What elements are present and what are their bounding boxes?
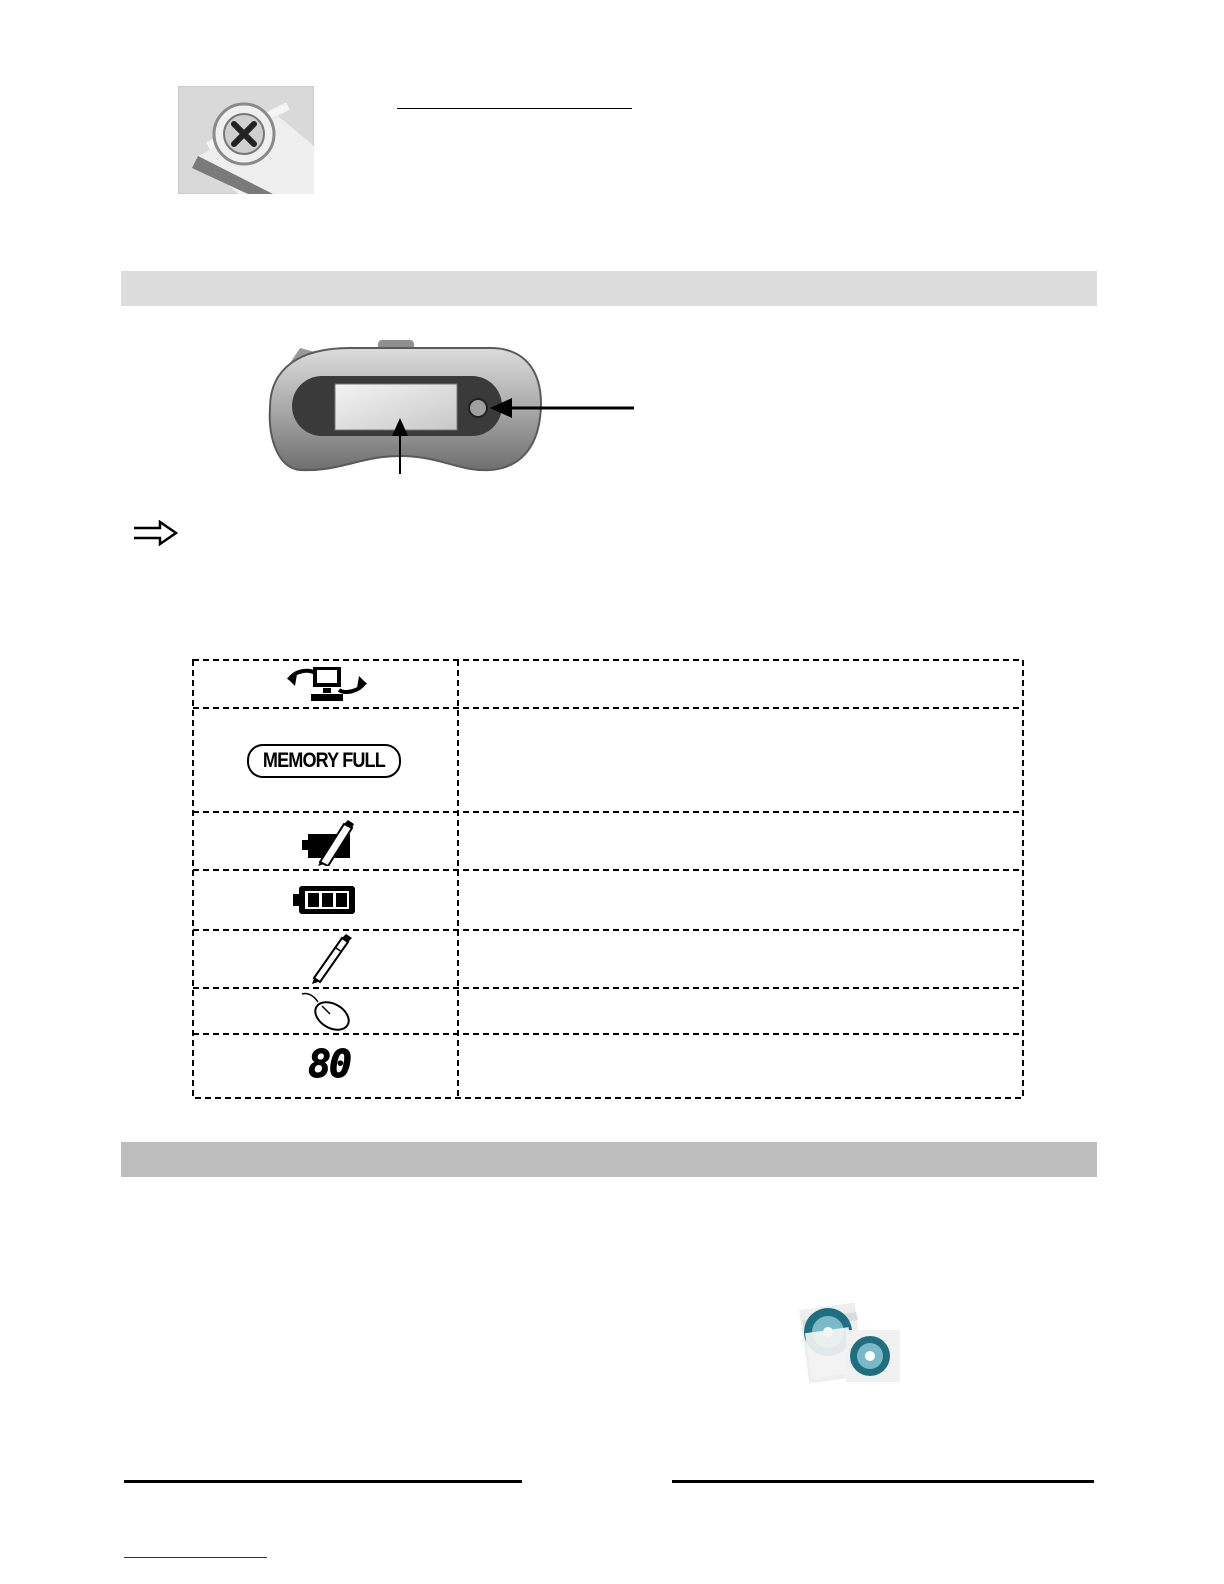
- footer-rule-right: [672, 1480, 1094, 1483]
- pen-mode-icon: [306, 932, 354, 986]
- header-underline: [397, 108, 632, 109]
- memory-full-indicator: [247, 744, 401, 778]
- cd-discs-icon: [794, 1300, 902, 1384]
- page-counter-display: [306, 1044, 352, 1084]
- section-bar-2: [121, 1142, 1097, 1177]
- low-battery-icon: [300, 818, 356, 866]
- footer-link-underline[interactable]: [124, 1557, 267, 1558]
- mouse-mode-icon: [300, 990, 356, 1032]
- pc-connection-icon: [285, 664, 369, 704]
- page-counter-value: 80: [308, 1042, 350, 1086]
- mounting-screw-icon: [178, 86, 314, 194]
- footer-rule-left: [124, 1480, 522, 1483]
- lcd-icon-table: [190, 658, 1028, 1102]
- device-front-display-icon: [260, 338, 640, 478]
- double-arrow-right-icon: [132, 520, 178, 546]
- section-bar-1: [121, 271, 1097, 306]
- battery-full-icon: [293, 884, 357, 916]
- memory-full-label: MEMORY FULL: [263, 749, 385, 772]
